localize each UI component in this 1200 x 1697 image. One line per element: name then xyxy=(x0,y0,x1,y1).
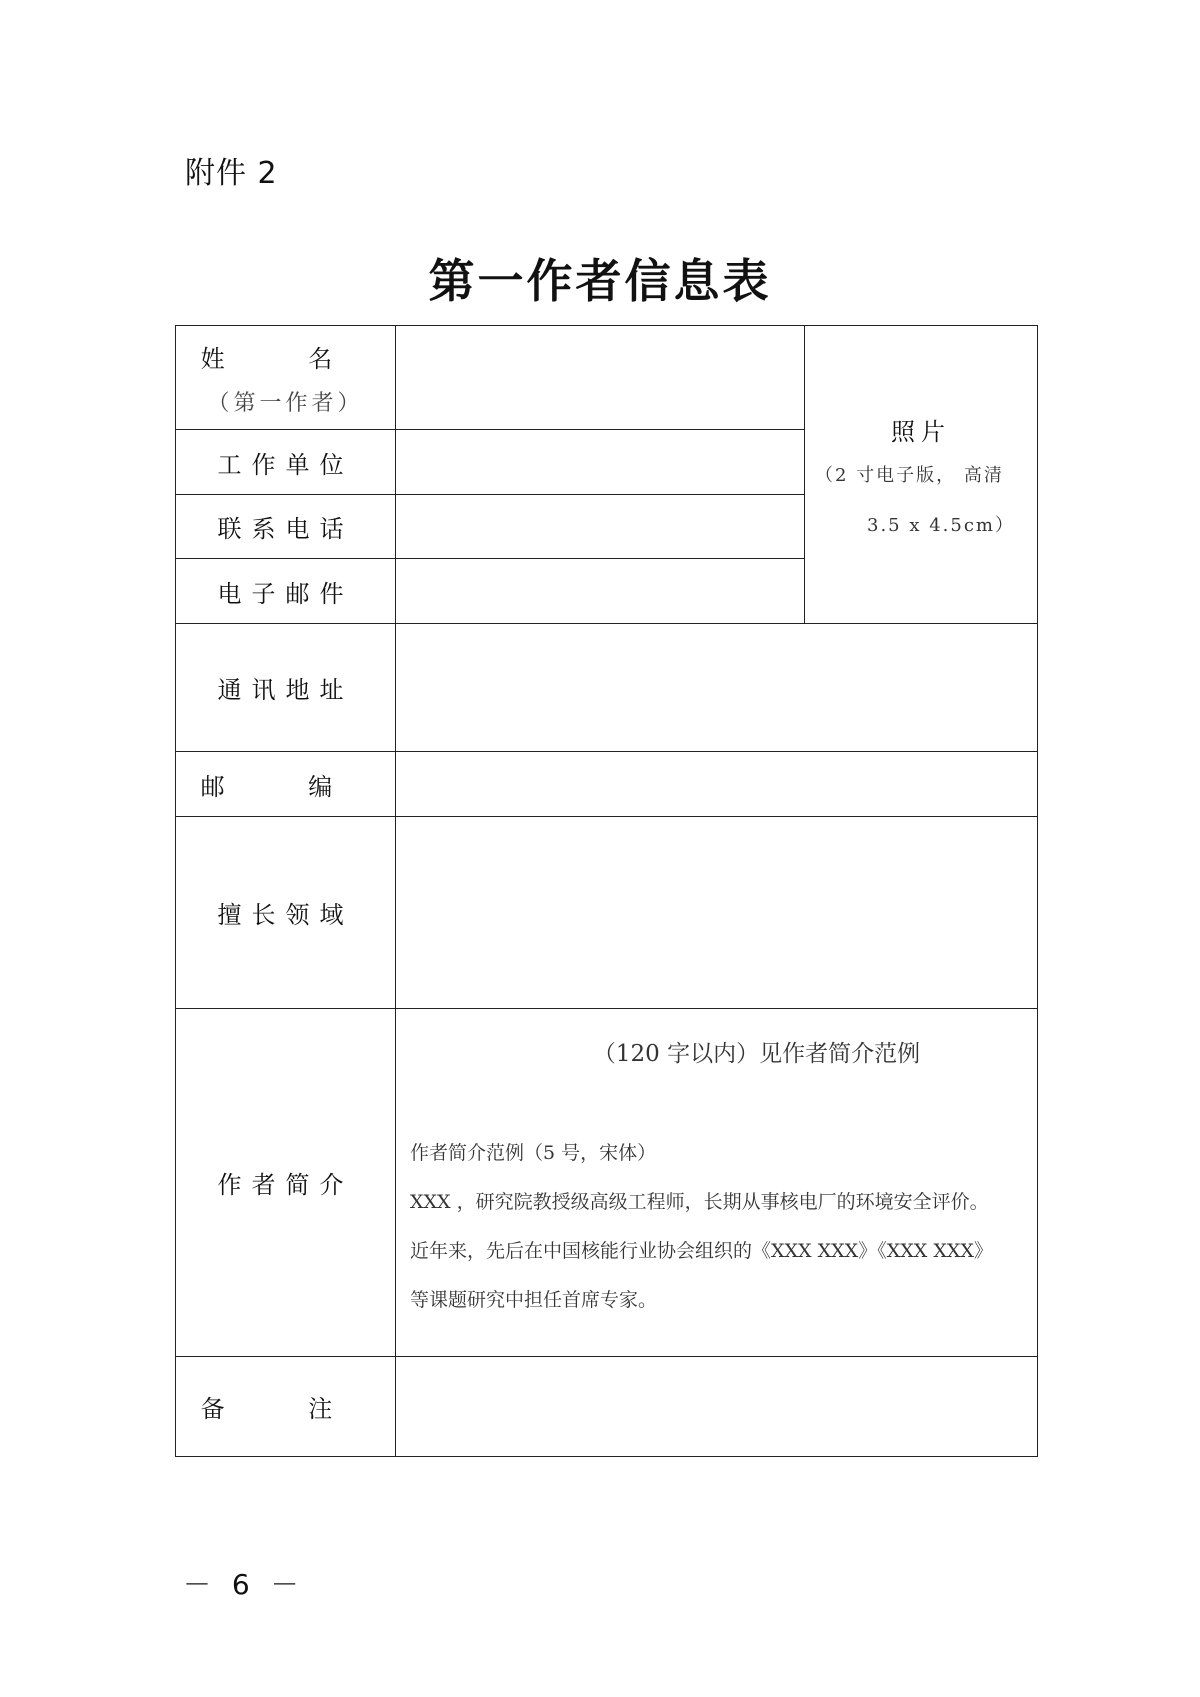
bio-label: 作者简介 xyxy=(176,1009,396,1357)
photo-title: 照片 xyxy=(891,418,951,446)
address-input-cell[interactable] xyxy=(396,624,1038,752)
remarks-input-cell[interactable] xyxy=(396,1357,1038,1457)
name-label-cell xyxy=(176,326,396,430)
name-label: 姓 名 xyxy=(200,344,371,373)
work-unit-label: 工作单位 xyxy=(176,430,396,495)
remarks-label: 备 注 xyxy=(200,1395,371,1423)
email-label: 电子邮件 xyxy=(176,559,396,624)
photo-note-line1: （2 寸电子版， 高清 xyxy=(815,465,1004,486)
author-info-table xyxy=(175,325,1038,1457)
bio-example-line: 近年来，先后在中国核能行业协会组织的《XXX XXX》《XXX XXX》 xyxy=(410,1240,993,1262)
expertise-label: 擅长领域 xyxy=(176,817,396,1009)
attachment-label: 附件 2 xyxy=(185,156,278,191)
name-input-cell[interactable] xyxy=(396,326,805,430)
email-input-cell[interactable] xyxy=(396,559,805,624)
expertise-input-cell[interactable] xyxy=(396,817,1038,1009)
bio-header: （120 字以内）见作者简介范例 xyxy=(592,1041,921,1067)
work-unit-input-cell[interactable] xyxy=(396,430,805,495)
phone-input-cell[interactable] xyxy=(396,495,805,559)
remarks-label-cell xyxy=(176,1357,396,1457)
bio-example-title: 作者简介范例（5 号，宋体） xyxy=(410,1142,657,1164)
name-sublabel: （第一作者） xyxy=(207,390,364,416)
page-number: － 6 － xyxy=(183,1568,305,1601)
postcode-input-cell[interactable] xyxy=(396,752,1038,817)
bio-example-line: 等课题研究中担任首席专家。 xyxy=(410,1289,658,1311)
photo-note-line2: 3.5 x 4.5cm） xyxy=(867,515,1015,536)
photo-cell[interactable] xyxy=(805,326,1038,624)
bio-example-line: XXX ，研究院教授级高级工程师，长期从事核电厂的环境安全评价。 xyxy=(410,1191,989,1213)
phone-label: 联系电话 xyxy=(176,495,396,559)
bio-input-cell[interactable] xyxy=(396,1009,1038,1357)
postcode-label-cell xyxy=(176,752,396,817)
page-title: 第一作者信息表 xyxy=(428,254,772,308)
address-label: 通讯地址 xyxy=(176,624,396,752)
postcode-label: 邮 编 xyxy=(200,772,371,801)
